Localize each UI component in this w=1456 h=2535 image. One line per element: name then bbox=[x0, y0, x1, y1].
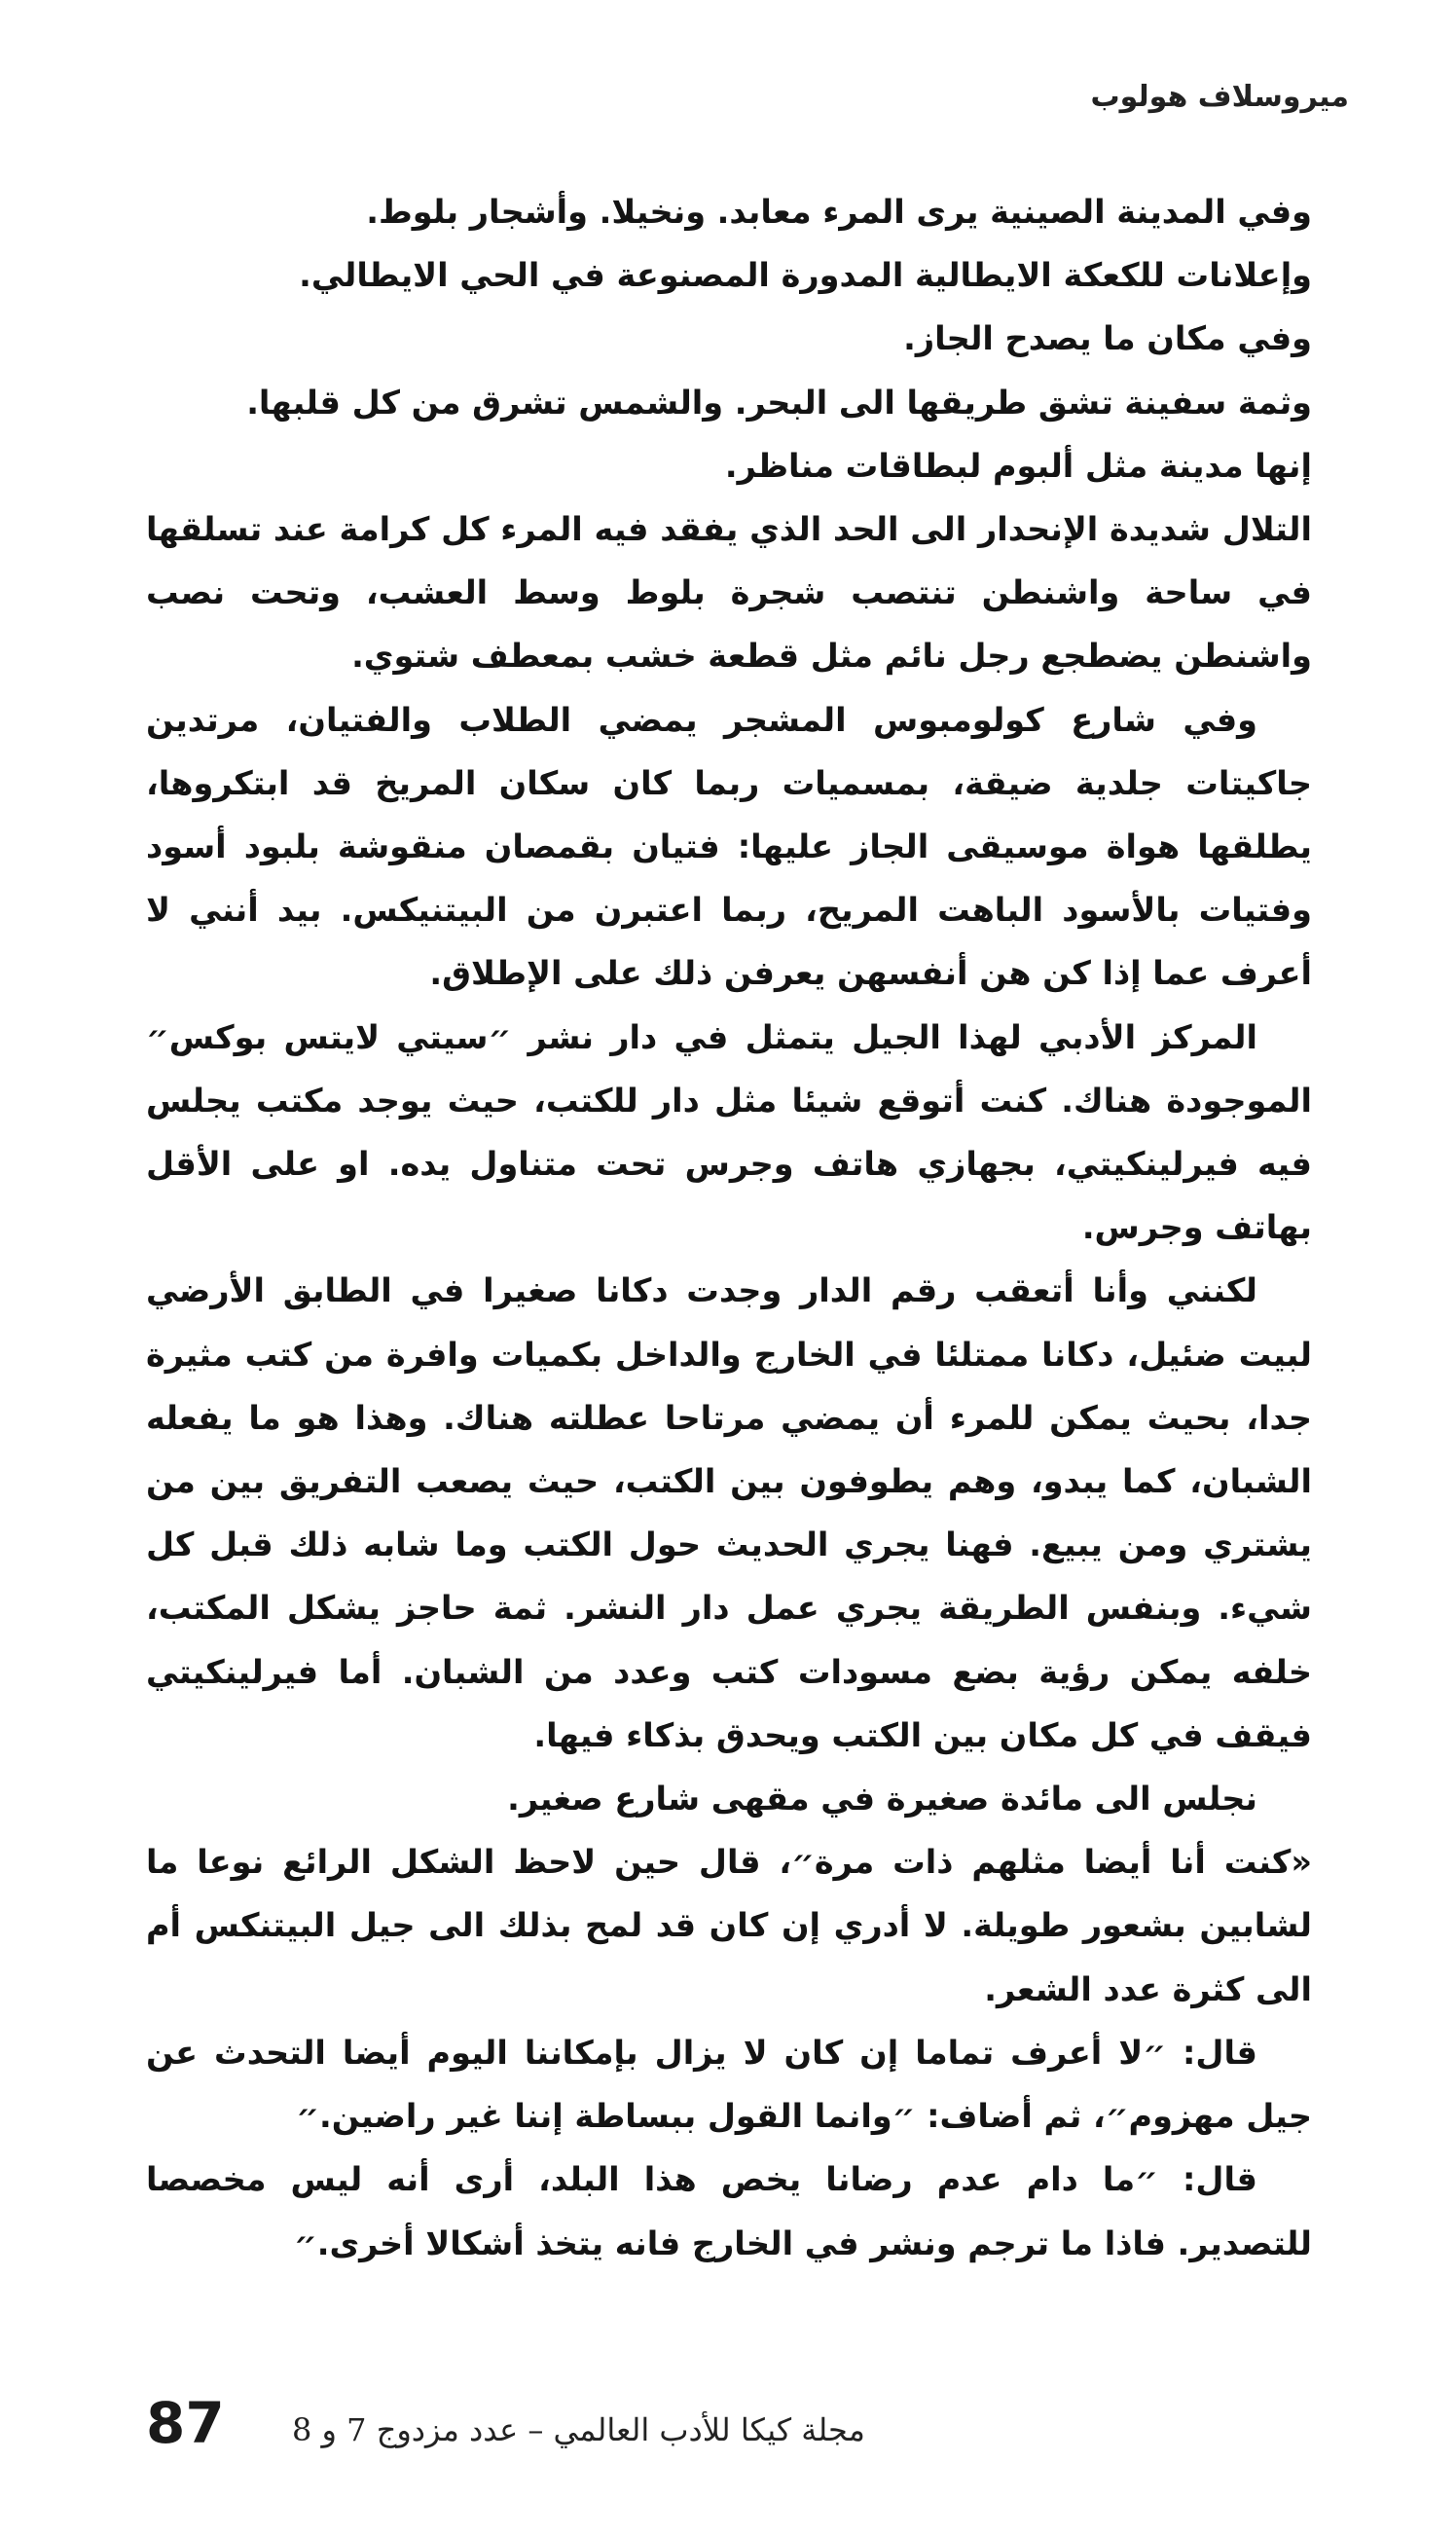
journal-title bbox=[292, 2411, 865, 2448]
paragraph: قال: ״ما دام عدم رضانا يخص هذا البلد، أرى أنه ليس مخصصا للتصدير. فاذا ما ترجم ونشر في الخارج فانه يتخذ أشكالا أخرى.״ bbox=[146, 2160, 1312, 2262]
paragraph: وفي المدينة الصينية يرى المرء معابد. ونخيلا. وأشجار بلوط. bbox=[366, 193, 1312, 231]
running-head-author: ميروسلاف هولوب bbox=[1090, 80, 1349, 114]
paragraph: «كنت أنا أيضا مثلهم ذات مرة״، قال حين لاحظ الشكل الرائع نوعا ما لشابين بشعور طويلة. لا أدري إن كان قد لمح بذلك الى جيل البيتنكس أم الى كثرة عدد الشعر. bbox=[146, 1843, 1312, 2008]
paragraph: قال: ״لا أعرف تماما إن كان لا يزال بإمكاننا اليوم أيضا التحدث عن جيل مهزوم״، ثم أضاف: ״وانما القول ببساطة إننا غير راضين.״ bbox=[146, 2033, 1312, 2136]
page-number: 87 bbox=[146, 2390, 225, 2456]
paragraph: التلال شديدة الإنحدار الى الحد الذي يفقد فيه المرء كل كرامة عند تسلقها في ساحة واشنطن تنتصب شجرة بلوط وسط العشب، وتحت نصب واشنطن يضطجع رجل نائم مثل قطعة خشب بمعطف شتوي. bbox=[146, 510, 1312, 676]
paragraph: لكنني وأنا أتعقب رقم الدار وجدت دكانا صغيرا في الطابق الأرضي لبيت ضئيل، دكانا ممتلئا في الخارج والداخل بكميات وافرة من كتب مثيرة جدا، بحيث يمكن للمرء أن يمضي مرتاحا عطلته هناك. وهذا هو ما يفعله الشبان، كما يبدو، وهم يطوفون بين الكتب، حيث يصعب التفريق بين من يشتري ومن يبيع. فهنا يجري الحديث حول الكتب وما شابه ذلك قبل كل شيء. وبنفس الطريقة يجري عمل دار النشر. ثمة حاجز يشكل المكتب، خلفه يمكن رؤية بضع مسودات كتب وعدد من الشبان. أما فيرلينكيتي فيقف في كل مكان بين الكتب ويحدق بذكاء فيها. bbox=[146, 1271, 1312, 1754]
paragraph: المركز الأدبي لهذا الجيل يتمثل في دار نشر ״سيتي لايتس بوكس״ الموجودة هناك. كنت أتوقع شيئا مثل دار للكتب، حيث يوجد مكتب يجلس فيه فيرلينكيتي، بجهازي هاتف وجرس تحت متناول يده. او على الأقل بهاتف وجرس. bbox=[146, 1017, 1312, 1247]
journal-title-text: مجلة كيكا للأدب العالمي – عدد مزدوج 7 و 8 bbox=[292, 2411, 865, 2448]
paragraph: وفي شارع كولومبوس المشجر يمضي الطلاب والفتيان، مرتدين جاكيتات جلدية ضيقة، بمسميات ربما كان سكان المريخ قد ابتكروها، يطلقها هواة موسيقى الجاز عليها: فتيان بقمصان منقوشة بلبود أسود وفتيات بالأسود الباهت المريح، ربما اعتبرن من البيتنيكس. بيد أنني لا أعرف عما إذا كن هن أنفسهن يعرفن ذلك على الإطلاق. bbox=[146, 700, 1312, 993]
page-footer bbox=[146, 2390, 1312, 2468]
article-body bbox=[146, 180, 1312, 2275]
paragraph: وفي مكان ما يصدح الجاز. bbox=[903, 319, 1312, 358]
paragraph: وثمة سفينة تشق طريقها الى البحر. والشمس تشرق من كل قلبها. bbox=[246, 383, 1312, 422]
paragraph: إنها مدينة مثل ألبوم لبطاقات مناظر. bbox=[724, 446, 1312, 485]
paragraph: وإعلانات للكعكة الايطالية المدورة المصنوعة في الحي الايطالي. bbox=[299, 256, 1312, 295]
paragraph: نجلس الى مائدة صغيرة في مقهى شارع صغير. bbox=[507, 1780, 1257, 1819]
